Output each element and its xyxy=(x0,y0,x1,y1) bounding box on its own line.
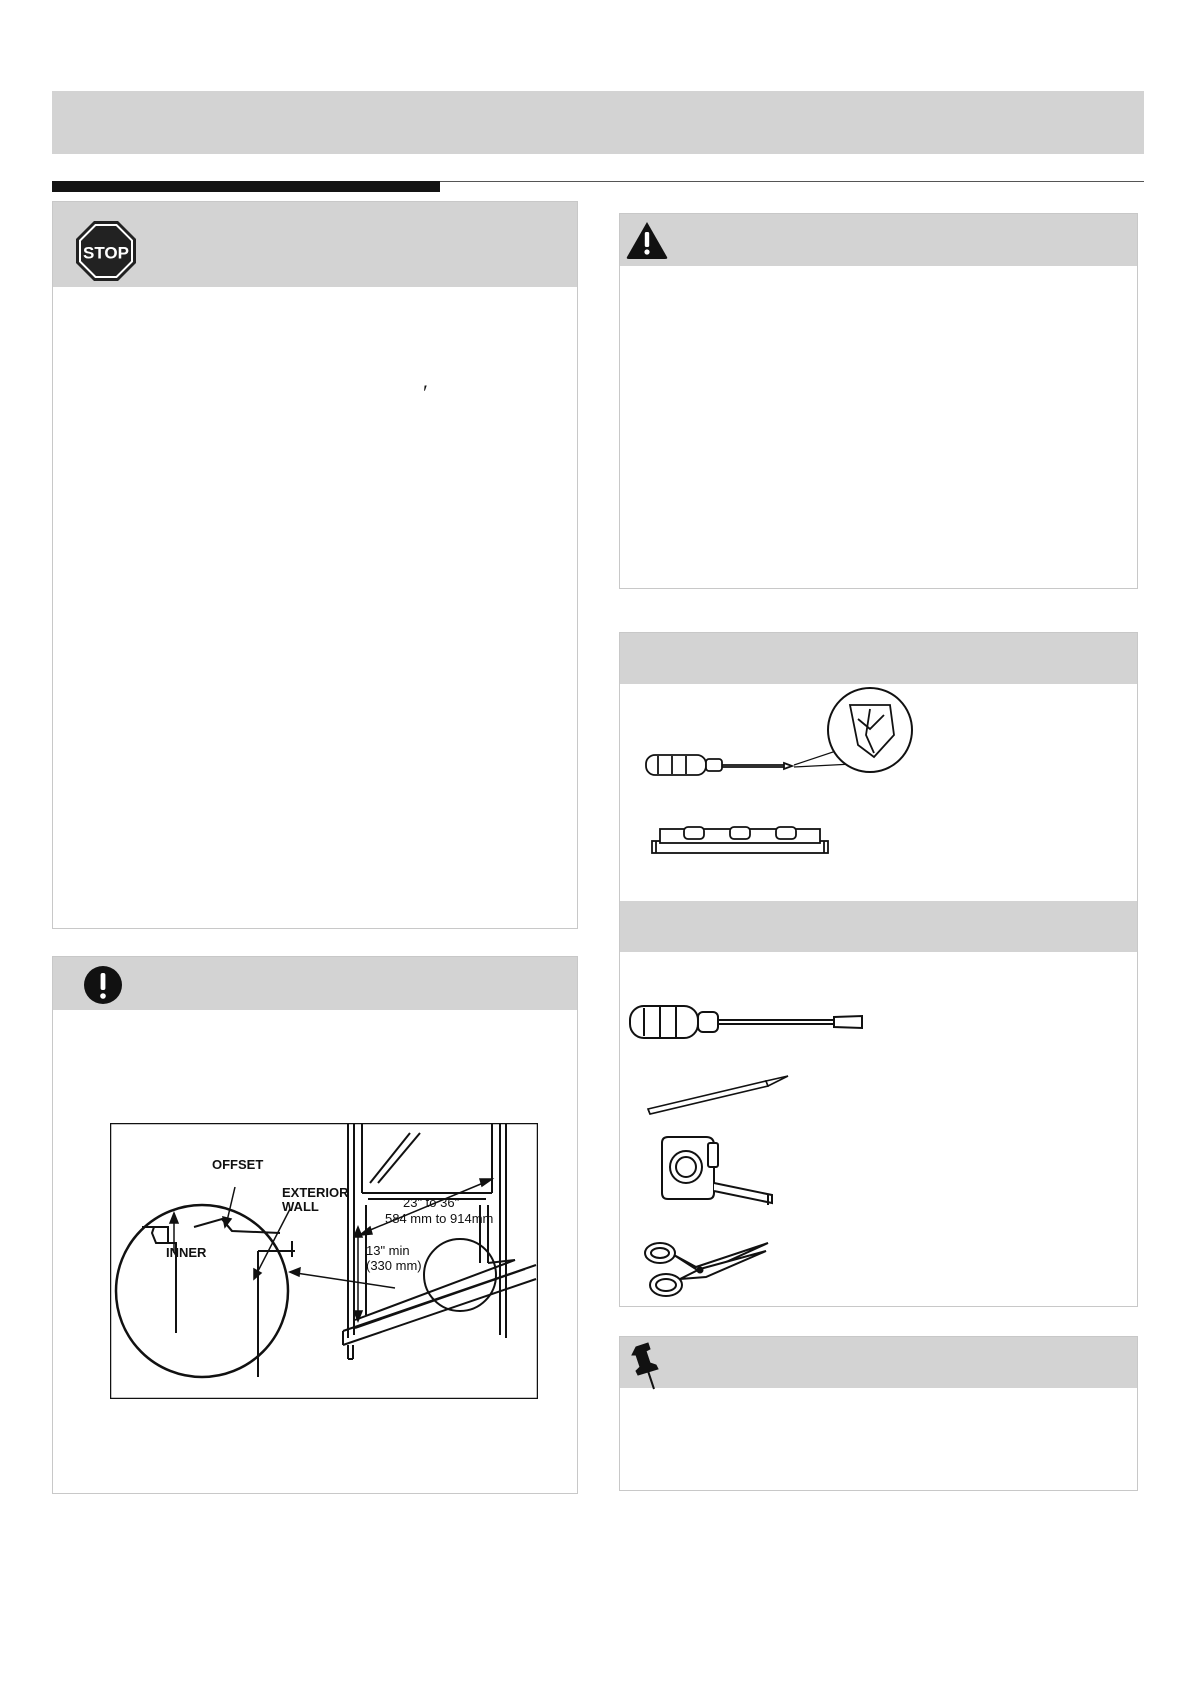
tools-panel xyxy=(619,632,1138,1307)
window-offset-figure xyxy=(110,1123,538,1399)
height-min-label: 13" min xyxy=(366,1243,410,1258)
note-panel xyxy=(619,1336,1138,1491)
warning-panel xyxy=(619,213,1138,589)
stop-sign-icon xyxy=(75,220,137,282)
flat-screwdriver-icon xyxy=(628,1000,868,1044)
inner-label: INNER xyxy=(166,1245,207,1260)
stop-panel xyxy=(52,201,578,929)
exterior-label: EXTERIOR xyxy=(282,1185,349,1200)
section-rule-thin xyxy=(440,181,1144,182)
phillips-screwdriver-icon xyxy=(644,685,914,785)
caution-panel xyxy=(52,956,578,1494)
height-min-metric-label: (330 mm) xyxy=(366,1258,422,1273)
tools-provided-header xyxy=(620,633,1137,684)
stray-mark: ′ xyxy=(423,380,428,405)
tape-measure-icon xyxy=(654,1133,778,1219)
caution-panel-header xyxy=(53,957,577,1010)
width-range-metric-label: 584 mm to 914mm xyxy=(385,1211,494,1226)
header-band xyxy=(52,91,1144,154)
offset-label: OFFSET xyxy=(212,1157,264,1172)
pushpin-icon xyxy=(626,1341,668,1391)
section-rule-thick xyxy=(52,181,440,192)
level-icon xyxy=(650,821,832,859)
stop-sign-text: STOP xyxy=(83,243,129,263)
scissors-icon xyxy=(642,1239,772,1301)
warning-triangle-icon xyxy=(625,220,669,260)
tools-needed-header xyxy=(620,901,1137,952)
pencil-icon xyxy=(644,1073,792,1119)
width-range-label: 23" to 36" xyxy=(403,1195,460,1210)
exclamation-circle-icon xyxy=(83,965,123,1005)
note-panel-header xyxy=(620,1337,1137,1388)
wall-label: WALL xyxy=(282,1199,319,1214)
warning-panel-header xyxy=(620,214,1137,266)
